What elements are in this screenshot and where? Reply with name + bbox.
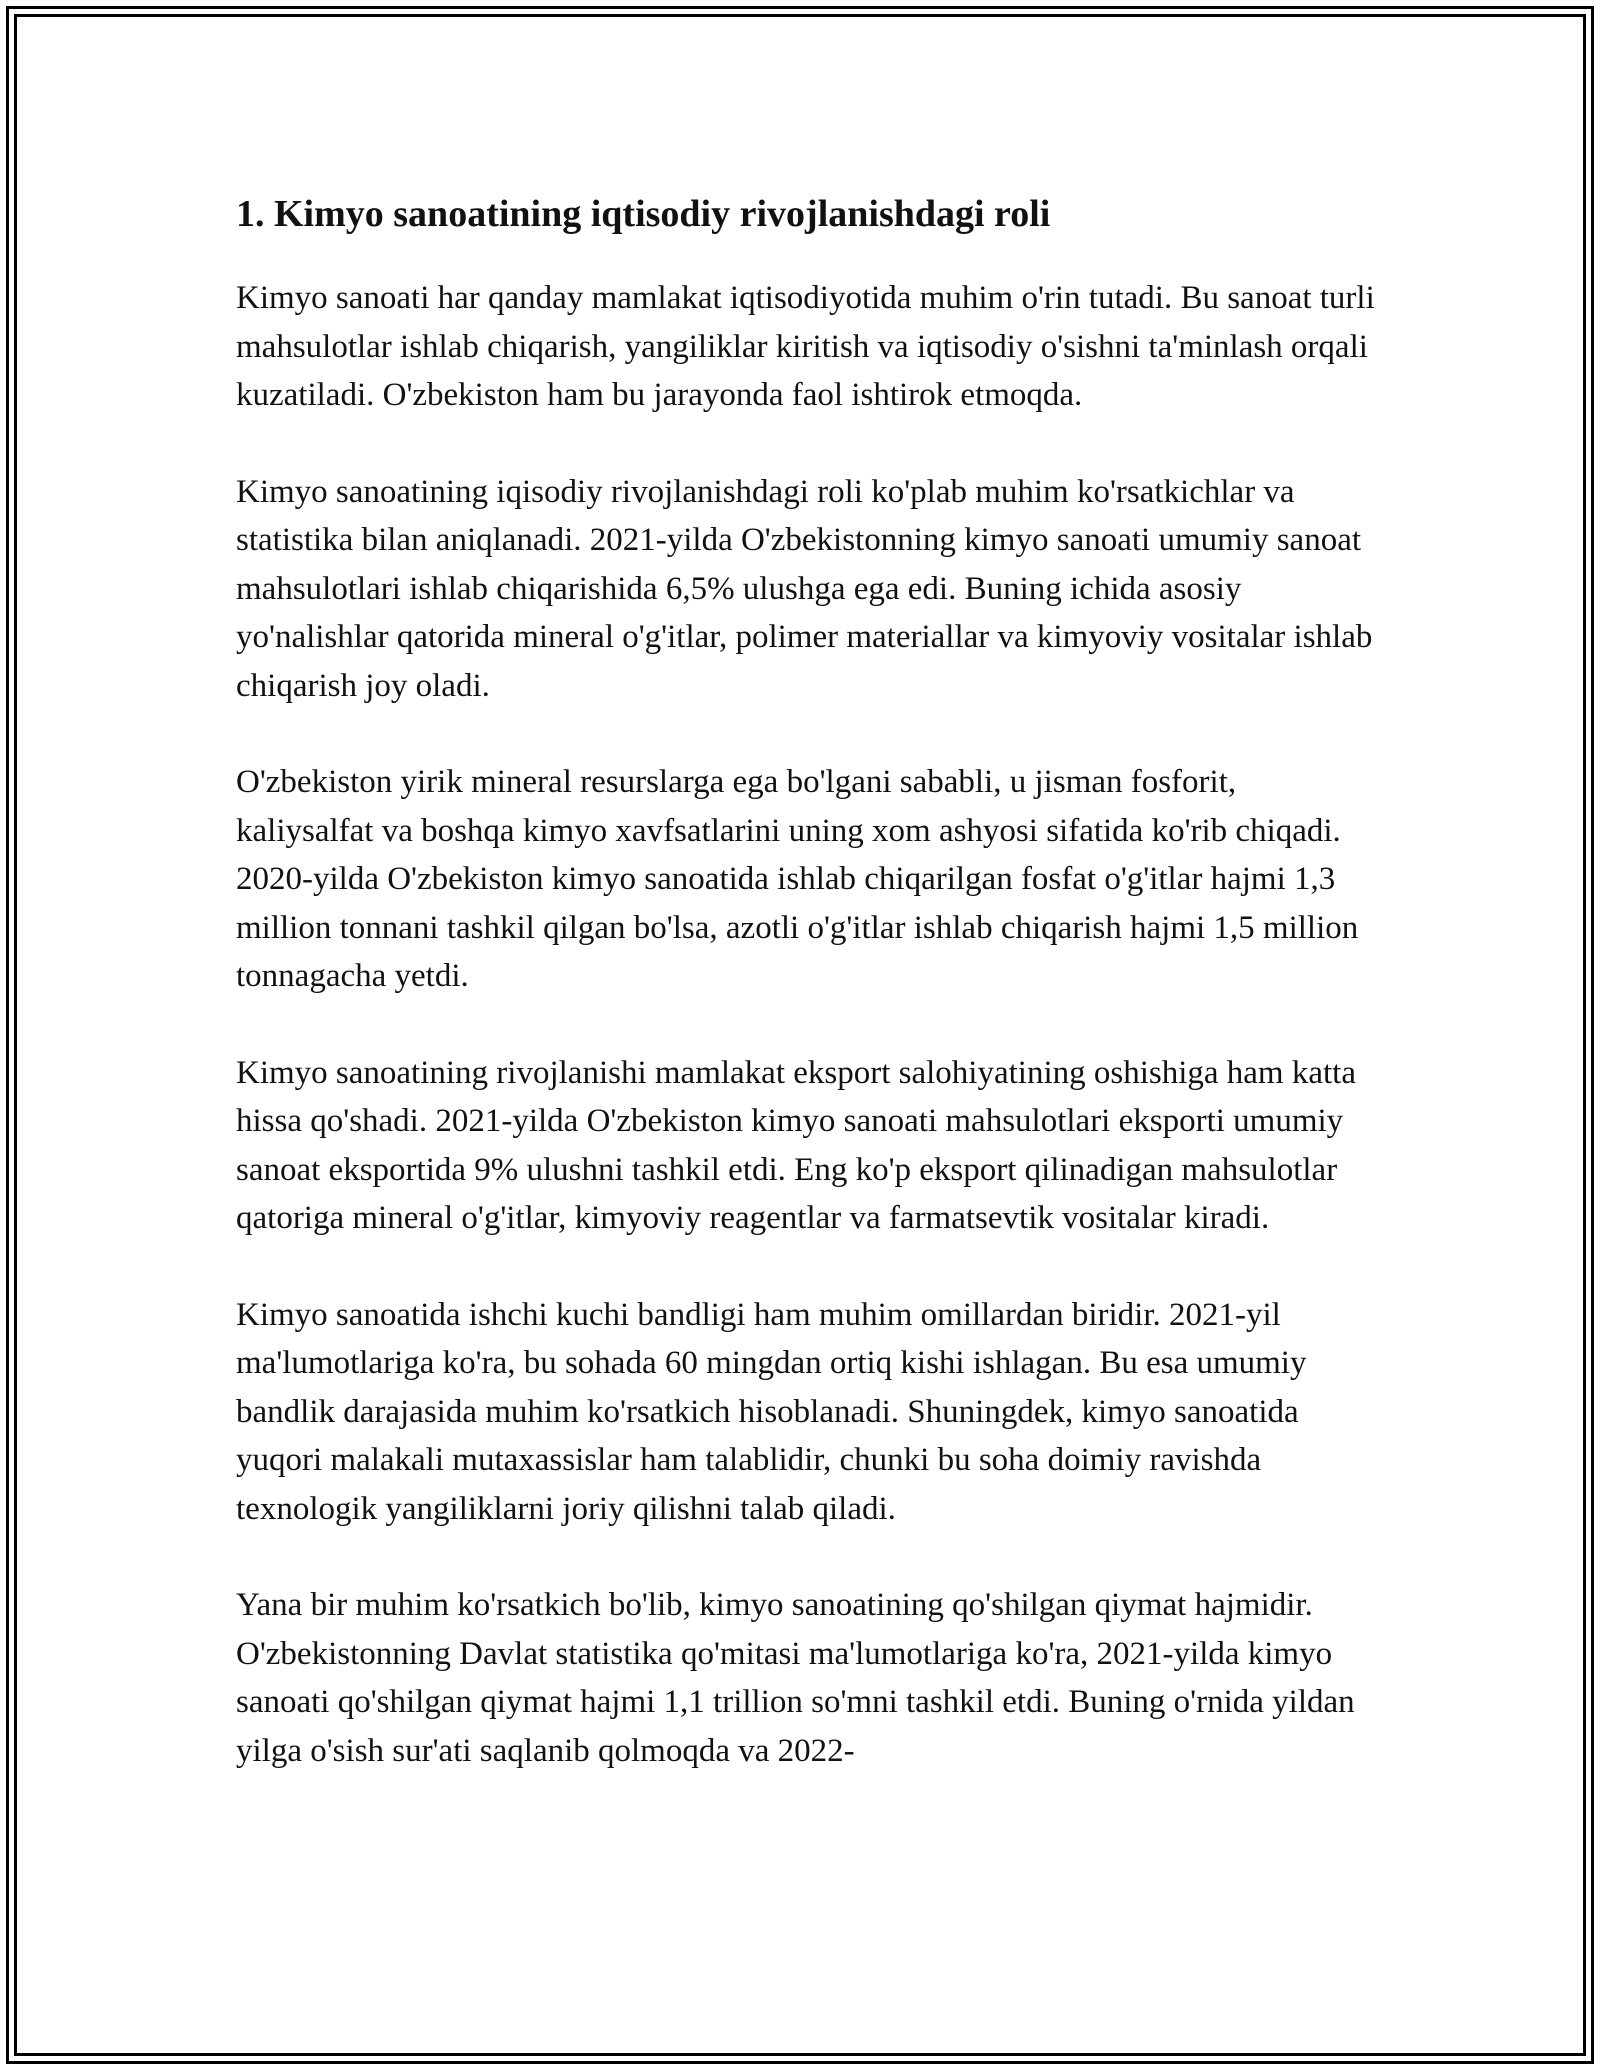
- paragraph-3: O'zbekiston yirik mineral resurslarga ega bo'lgani sababli, u jisman fosforit, kaliysalfat va boshqa kimyo xavfsatlarini uning xom ashyosi sifatida ko'rib chiqadi. 2020-yilda O'zbekiston kimyo sanoatida ishlab chiqarilgan fosfat o'g'itlar hajmi 1,3 million tonnani tashkil qilgan bo'lsa, azotli o'g'itlar ishlab chiqarish hajmi 1,5 million tonnagacha yetdi.: [236, 764, 1359, 994]
- document-body: [236, 188, 1376, 1823]
- paragraph-1: Kimyo sanoati har qanday mamlakat iqtisodiyotida muhim o'rin tutadi. Bu sanoat turli mahsulotlar ishlab chiqarish, yangiliklar kiritish va iqtisodiy o'sishni ta'minlash orqali kuzatiladi. O'zbekiston ham bu jarayonda faol ishtirok etmoqda.: [236, 280, 1375, 413]
- section-heading: 1. Kimyo sanoatining iqtisodiy rivojlanishdagi roli: [236, 193, 1051, 235]
- paragraph-4: Kimyo sanoatining rivojlanishi mamlakat eksport salohiyatining oshishiga ham katta hissa qo'shadi. 2021-yilda O'zbekiston kimyo sanoati mahsulotlari eksporti umumiy sanoat eksportida 9% ulushni tashkil etdi. Eng ko'p eksport qilinadigan mahsulotlar qatoriga mineral o'g'itlar, kimyoviy reagentlar va farmatsevtik vositalar kiradi.: [236, 1054, 1356, 1236]
- paragraph-6: Yana bir muhim ko'rsatkich bo'lib, kimyo sanoatining qo'shilgan qiymat hajmidir. O'zbekistonning Davlat statistika qo'mitasi ma'lumotlariga ko'ra, 2021-yilda kimyo sanoati qo'shilgan qiymat hajmi 1,1 trillion so'mni tashkil etdi. Buning o'rnida yildan yilga o'sish sur'ati saqlanib qolmoqda va 2022-: [236, 1587, 1355, 1769]
- paragraph-5: Kimyo sanoatida ishchi kuchi bandligi ham muhim omillardan biridir. 2021-yil ma'lumotlariga ko'ra, bu sohada 60 mingdan ortiq kishi ishlagan. Bu esa umumiy bandlik darajasida muhim ko'rsatkich hisoblanadi. Shuningdek, kimyo sanoatida yuqori malakali mutaxassislar ham talablidir, chunki bu soha doimiy ravishda texnologik yangiliklarni joriy qilishni talab qiladi.: [236, 1296, 1307, 1527]
- paragraph-2: Kimyo sanoatining iqisodiy rivojlanishdagi roli ko'plab muhim ko'rsatkichlar va statistika bilan aniqlanadi. 2021-yilda O'zbekistonning kimyo sanoati umumiy sanoat mahsulotlari ishlab chiqarishida 6,5% ulushga ega edi. Buning ichida asosiy yo'nalishlar qatorida mineral o'g'itlar, polimer materiallar va kimyoviy vositalar ishlab chiqarish joy oladi.: [236, 473, 1373, 704]
